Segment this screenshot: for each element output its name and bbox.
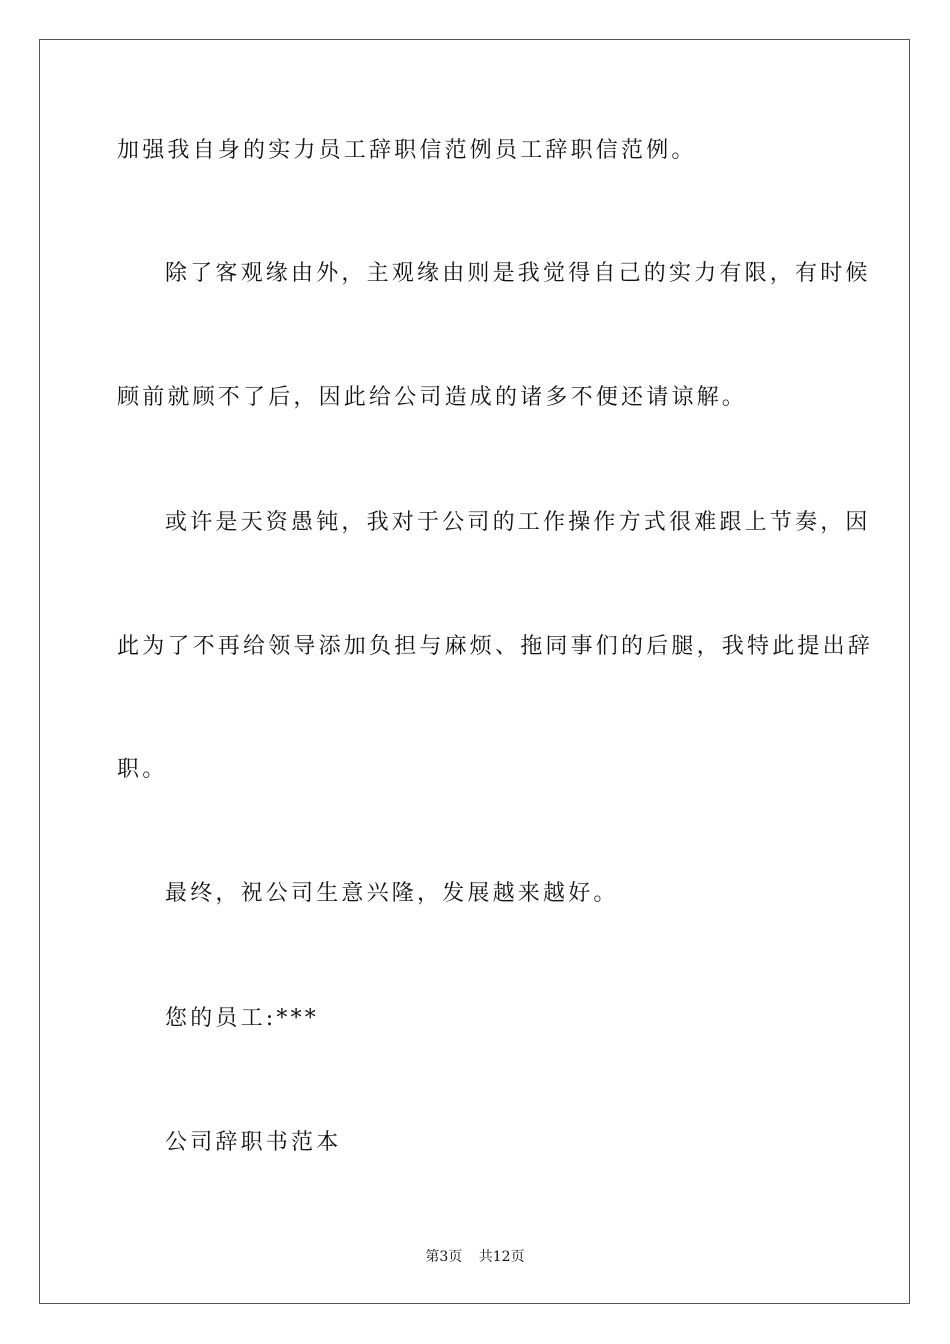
- body-line-5: 此为了不再给领导添加负担与麻烦、拖同事们的后腿，我特此提出辞: [117, 634, 874, 659]
- section-heading: 公司辞职书范本: [165, 1130, 342, 1155]
- signature-line: 您的员工:***: [165, 1006, 320, 1031]
- body-line-2: 除了客观缘由外，主观缘由则是我觉得自己的实力有限，有时候: [165, 261, 871, 286]
- page-border: [39, 39, 910, 1304]
- closing-line: 最终，祝公司生意兴隆，发展越来越好。: [165, 881, 619, 906]
- body-line-4: 或许是天资愚钝，我对于公司的工作操作方式很难跟上节奏，因: [165, 510, 871, 535]
- page-total: 共12页: [478, 1249, 525, 1265]
- body-line-6: 职。: [117, 757, 168, 782]
- body-line-1: 加强我自身的实力员工辞职信范例员工辞职信范例。: [117, 138, 697, 163]
- body-line-3: 顾前就顾不了后，因此给公司造成的诸多不便还请谅解。: [117, 385, 748, 410]
- page-number: 第3页: [425, 1249, 463, 1265]
- page-footer: [0, 1248, 950, 1266]
